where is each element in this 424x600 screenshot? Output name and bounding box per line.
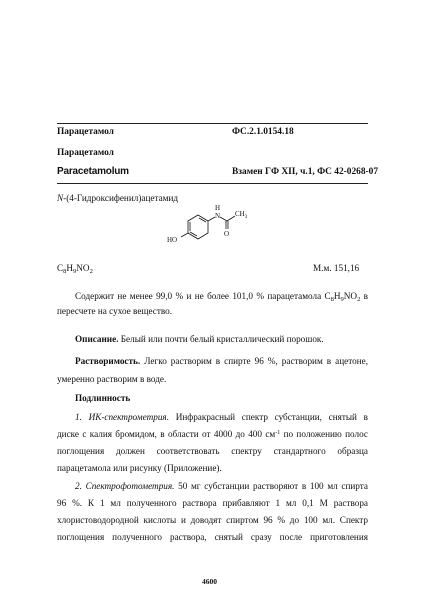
solubility-line-2: умеренно растворим в воде.	[57, 374, 167, 384]
description-text: Белый или почти белый кристаллический порошок.	[118, 334, 324, 344]
content-line-2: пересчете на сухое вещество.	[57, 306, 173, 316]
group-ho: HO	[167, 236, 178, 244]
ring-inner-bond-1	[199, 218, 206, 222]
header-name-ru-2: Парацетамол	[57, 148, 114, 158]
bond-ring-oh	[181, 233, 188, 237]
bond-ring-n	[208, 217, 215, 221]
atom-h: H	[215, 205, 221, 212]
description-label: Описание.	[75, 334, 119, 344]
header-replaces: Взамен ГФ XII, ч.1, ФС 42-0268-07	[232, 167, 379, 177]
solubility-line-1: Растворимость. Легко растворим в спирте 96 %, растворим в ацетоне,	[75, 356, 368, 366]
uv-label: 2. Спектрофотометрия.	[75, 481, 175, 491]
uv-line-1: 2. Спектрофотометрия. 50 мг субстанции растворяют в 100 мл спирта	[75, 481, 368, 491]
ir-line-3: поглощения должен соответствовать спектру стандартного образца	[57, 446, 368, 456]
content-line-1: Содержит не менее 99,0 % и не более 101,0 % парацетамола $C_8H_9NO_2$ в	[75, 291, 368, 303]
benzene-ring	[188, 215, 208, 239]
identity-heading: Подлинность	[75, 393, 131, 403]
atom-o: O	[224, 230, 230, 238]
molecular-mass: М.м. 151,16	[313, 263, 360, 273]
chemical-name-prefix: N	[57, 193, 64, 203]
bond-n-c	[220, 217, 227, 221]
uv-line-3: хлористоводородной кислоты и доводят спиртом 96 % до 100 мл. Спектр	[57, 515, 368, 525]
ir-line-1: 1. ИК-спектрометрия. Инфракрасный спектр субстанции, снятый в	[75, 412, 369, 422]
bond-c-ch3	[227, 216, 235, 221]
solubility-label: Растворимость.	[75, 356, 141, 366]
header-top-rule	[57, 123, 368, 124]
header-code: ФС.2.1.0154.18	[232, 127, 294, 137]
uv-line-4: поглощения полученного раствора, снятый сразу после приготовления	[57, 532, 368, 542]
chemical-name	[57, 193, 178, 204]
molecular-formula: $C_8H_9NO_2$	[57, 263, 93, 275]
header-bottom-rule	[57, 183, 368, 184]
ir-line-2: диске с калия бромидом, в области от 4000 до 400 $см^{-1}$ по положению полос	[57, 429, 368, 439]
page-number: 4600	[202, 577, 217, 586]
group-ch3: $CH_3$	[235, 210, 248, 220]
chemical-name-rest: -(4-Гидроксифенил)ацетамид	[63, 193, 179, 203]
ir-label: 1. ИК-спектрометрия.	[75, 412, 169, 422]
structural-formula	[165, 205, 265, 260]
ir-line-4: парацетамола или рисунку (Приложение).	[57, 463, 222, 473]
description	[75, 334, 324, 345]
header-name-latin: Paracetamolum	[57, 166, 129, 177]
atom-n: N	[215, 212, 221, 220]
uv-line-2: 96 %. К 1 мл полученного раствора прибавляют 1 мл 0,1 М раствора	[57, 498, 368, 508]
header-name-ru: Парацетамол	[57, 127, 114, 137]
ring-inner-bond-2	[190, 232, 197, 236]
